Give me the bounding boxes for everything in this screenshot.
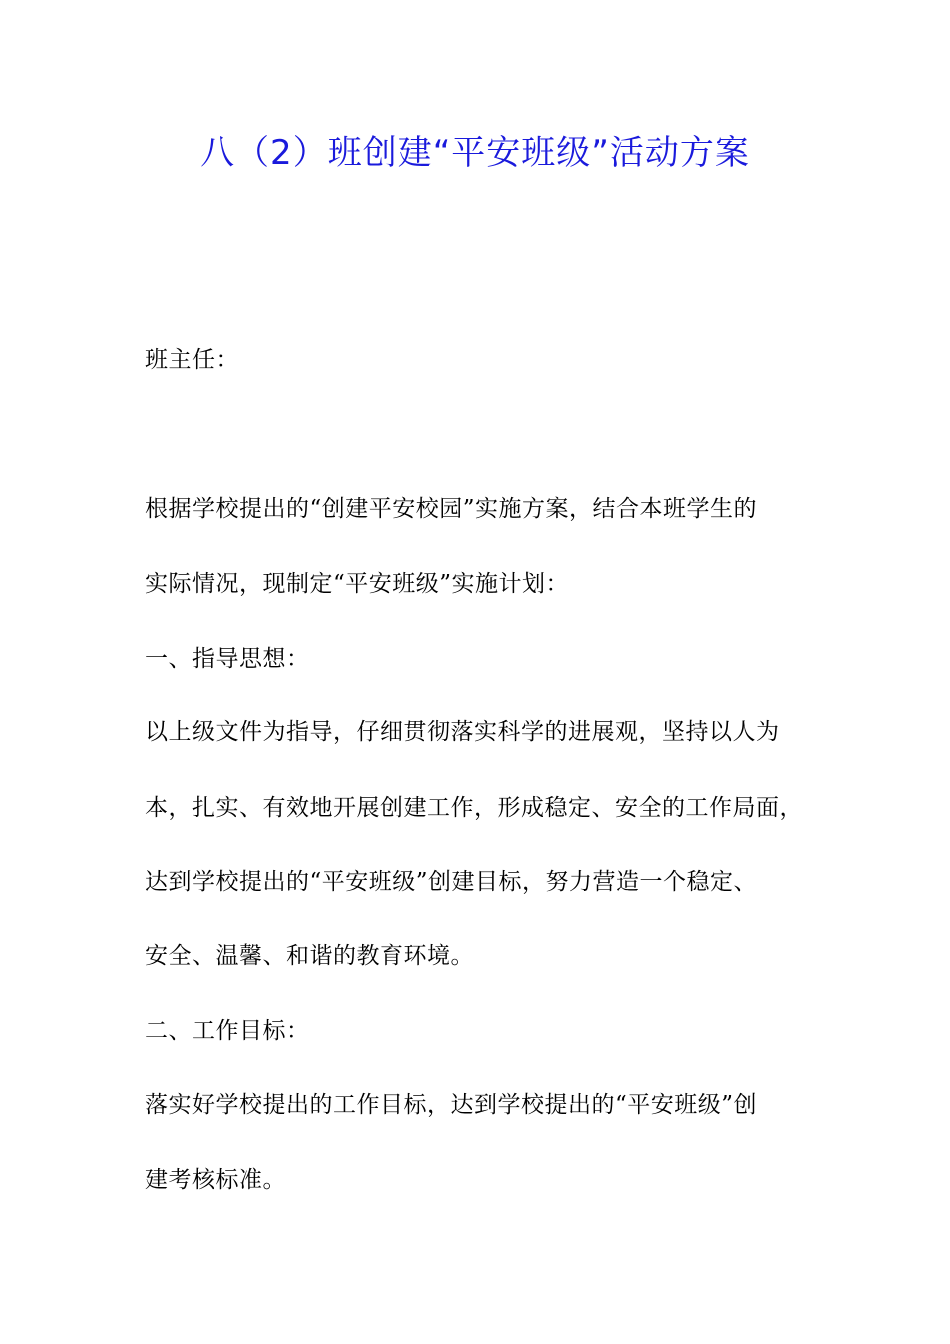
teacher-label: 班主任： (145, 347, 239, 373)
section-heading: 一、指导思想： (145, 646, 310, 672)
document-title: 八（2）班创建“平安班级”活动方案 (200, 133, 750, 173)
paragraph-line: 落实好学校提出的工作目标，达到学校提出的“平安班级”创 (145, 1092, 758, 1118)
paragraph-line: 实际情况，现制定“平安班级”实施计划： (145, 571, 570, 597)
paragraph-line: 达到学校提出的“平安班级”创建目标，努力营造一个稳定、 (145, 869, 758, 895)
paragraph-line: 以上级文件为指导，仔细贯彻落实科学的进展观，坚持以人为 (145, 719, 780, 745)
paragraph-line: 本，扎实、有效地开展创建工作，形成稳定、安全的工作局面， (145, 795, 803, 821)
section-heading: 二、工作目标： (145, 1018, 310, 1044)
paragraph-line: 安全、温馨、和谐的教育环境。 (145, 943, 474, 969)
paragraph-line: 建考核标准。 (145, 1167, 286, 1193)
paragraph-line: 根据学校提出的“创建平安校园”实施方案，结合本班学生的 (145, 496, 758, 522)
